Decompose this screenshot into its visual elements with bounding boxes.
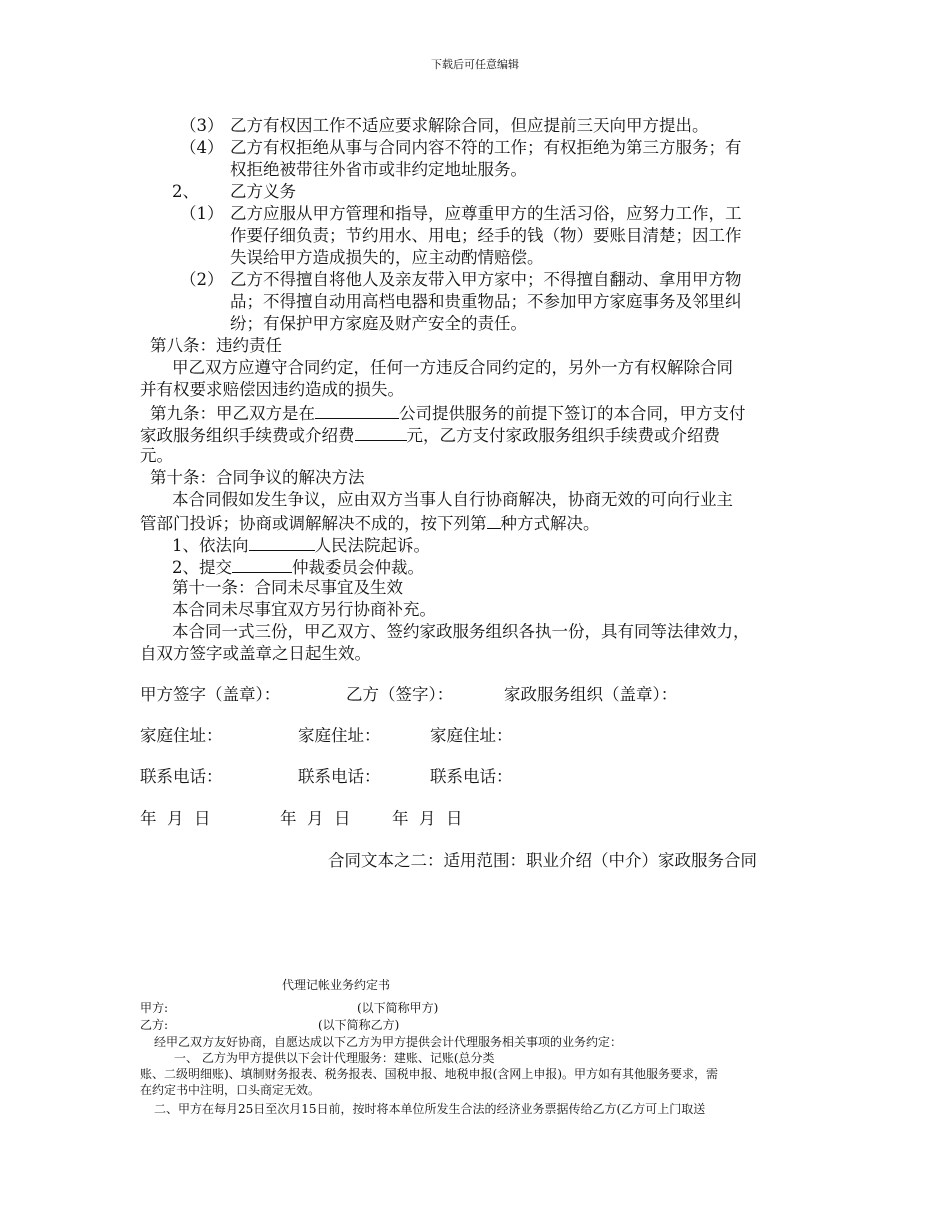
phone-label: 联系电话： [298,767,381,786]
phone-label: 联系电话： [430,767,513,786]
party-a-label: 甲方: [140,1001,169,1015]
item-text: 乙方应服从甲方管理和指导，应尊重甲方的生活习俗，应努力工作，工 [230,204,742,223]
article-9-text: 家政服务组织手续费或介绍费 [140,426,355,445]
contract-text-2-title: 合同文本之二：适用范围：职业介绍（中介）家政服务合同 [328,851,757,870]
company-blank [315,401,399,419]
article-11-title: 第十一条：合同未尽事宜及生效 [172,578,403,597]
org-signature-label: 家政服务组织（盖章）： [504,685,678,704]
paragraph-line: 本合同一式三份，甲乙双方、签约家政服务组织各执一份，具有同等法律效力， [172,622,750,641]
address-label: 家庭住址： [298,726,381,745]
item-text: 乙方有权因工作不适应要求解除合同，但应提前三天向甲方提出。 [230,116,709,135]
article-9-line [140,423,720,447]
address-label: 家庭住址： [140,726,223,745]
court-blank [249,533,315,551]
section-title: 乙方义务 [230,182,296,201]
article-10-title: 第十条：合同争议的解决方法 [150,468,365,487]
section-number: 2、 [172,182,199,201]
fee-blank [355,423,407,441]
item-text: 乙方不得擅自将他人及亲友带入甲方家中；不得擅自翻动、拿用甲方物 [230,270,742,289]
option-text: 1、依法向 [172,536,249,555]
clause-2-line: 二、甲方在每月25日至次月15日前，按时将本单位所发生合法的经济业务票据传给乙方(乙方可上门取送 [154,1102,706,1116]
option-1 [172,533,430,557]
article-9-text: 公司提供服务的前提下签订的本合同，甲方支付 [399,404,746,423]
article-8-title: 第八条：违约责任 [150,336,282,355]
option-text: 2、提交 [172,558,232,577]
clause-1-line: 在约定书中注明，口头商定无效。 [140,1083,321,1097]
article-9-text: 第九条：甲乙双方是在 [150,404,315,423]
item-text: 纷；有保护甲方家庭及财产安全的责任。 [230,314,527,333]
party-a-signature-label: 甲方签字（盖章）： [140,685,281,704]
item-text: 作要仔细负责；节约用水、用电；经手的钱（物）要账目清楚；因工作 [230,226,742,245]
agreement-intro: 经甲乙双方友好协商，自愿达成以下乙方为甲方提供会计代理服务相关事项的业务约定： [154,1035,623,1049]
option-blank [487,511,501,529]
paragraph-text: 种方式解决。 [500,514,600,533]
item-number: （4） [180,138,224,157]
party-a-note: (以下简称甲方) [357,1001,439,1015]
page-header: 下载后可任意编辑 [431,58,519,71]
date-label: 年 月 日 [140,809,211,828]
paragraph-text: 管部门投诉；协商或调解解决不成的，按下列第 [140,514,487,533]
paragraph-line: 本合同假如发生争议，应由双方当事人自行协商解决，协商无效的可向行业主 [172,490,733,509]
option-2 [172,555,424,579]
paragraph-line [140,511,600,535]
article-9-line: 元。 [140,446,173,465]
phone-label: 联系电话： [140,767,223,786]
arbitration-blank [232,555,292,573]
party-b-label: 乙方: [140,1018,169,1032]
address-label: 家庭住址： [430,726,513,745]
article-9-line [150,401,746,425]
article-9-text: 元，乙方支付家政服务组织手续费或介绍费 [406,426,720,445]
paragraph-line: 并有权要求赔偿因违约造成的损失。 [140,380,404,399]
item-number: （2） [180,270,224,289]
paragraph-line: 本合同未尽事宜双方另行协商补充。 [172,600,436,619]
item-text: 乙方有权拒绝从事与合同内容不符的工作；有权拒绝为第三方服务；有 [230,138,742,157]
party-b-note: (以下简称乙方) [318,1018,400,1032]
date-label: 年 月 日 [392,809,463,828]
item-text: 权拒绝被带往外省市或非约定地址服务。 [230,160,527,179]
item-text: 失误给甲方造成损失的，应主动酌情赔偿。 [230,248,544,267]
paragraph-line: 自双方签字或盖章之日起生效。 [140,644,371,663]
option-text: 仲裁委员会仲裁。 [292,558,424,577]
paragraph-line: 甲乙双方应遵守合同约定，任何一方违反合同约定的，另外一方有权解除合同 [172,358,733,377]
agreement-title: 代理记帐业务约定书 [282,978,391,992]
clause-1-line: 一、 乙方为甲方提供以下会计代理服务：建账、记账(总分类 [174,1051,495,1065]
item-number: （1） [180,204,224,223]
item-text: 品；不得擅自动用高档电器和贵重物品；不参加甲方家庭事务及邻里纠 [230,292,742,311]
option-text: 人民法院起诉。 [314,536,430,555]
item-number: （3） [180,116,224,135]
party-b-signature-label: 乙方（签字）： [346,685,454,704]
clause-1-line: 账、二级明细账)、填制财务报表、税务报表、国税申报、地税申报(含网上申报)。甲方如有其他服务要求，需 [140,1067,719,1081]
date-label: 年 月 日 [280,809,351,828]
